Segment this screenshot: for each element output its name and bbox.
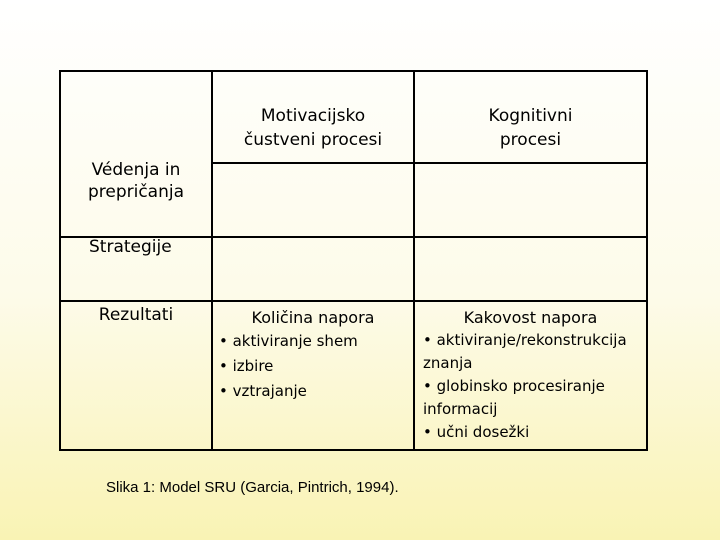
results-motivational-cell	[212, 301, 414, 450]
row-label-beliefs-cell	[60, 160, 212, 237]
row-label-beliefs-line-2: prepričanja	[87, 182, 185, 202]
list-item: • izbire	[219, 357, 274, 375]
list-item: • aktiviranje/rekonstrukcija	[423, 331, 627, 349]
sru-model-table	[59, 70, 648, 451]
header-row	[60, 71, 647, 163]
results-row	[60, 301, 647, 450]
row-label-strategies: Strategije	[89, 237, 172, 257]
figure-caption: Slika 1: Model SRU (Garcia, Pintrich, 1994).	[106, 479, 399, 496]
beliefs-cognitive-cell	[414, 163, 647, 237]
col-header-motivational	[212, 71, 414, 163]
strategies-motivational-cell	[212, 237, 414, 301]
beliefs-row	[60, 163, 647, 237]
list-item: • vztrajanje	[219, 382, 307, 400]
corner-cell	[60, 71, 212, 163]
list-item: • aktiviranje shem	[219, 332, 358, 350]
strategies-cognitive-cell	[414, 237, 647, 301]
results-motivational-list	[213, 329, 413, 404]
row-label-results-cell	[60, 301, 212, 450]
list-item: informacij	[423, 400, 498, 418]
col-header-cognitive-line-1: Kognitivni	[488, 106, 573, 126]
strategies-row	[60, 237, 647, 301]
results-cognitive-list	[415, 329, 646, 444]
col-header-motivational-line-1: Motivacijsko	[260, 106, 366, 126]
results-motivational-title: Količina napora	[251, 308, 375, 327]
row-label-beliefs-line-1: Védenja in	[91, 160, 181, 180]
list-item: znanja	[423, 354, 473, 372]
list-item: • globinsko procesiranje	[423, 377, 605, 395]
col-header-cognitive	[414, 71, 647, 163]
results-cognitive-cell	[414, 301, 647, 450]
results-cognitive-title: Kakovost napora	[463, 308, 598, 327]
row-label-results: Rezultati	[98, 305, 174, 325]
beliefs-motivational-cell	[212, 163, 414, 237]
col-header-motivational-line-2: čustveni procesi	[243, 130, 383, 150]
col-header-cognitive-line-2: procesi	[499, 130, 562, 150]
row-label-strategies-cell	[60, 237, 212, 301]
list-item: • učni dosežki	[423, 423, 530, 441]
